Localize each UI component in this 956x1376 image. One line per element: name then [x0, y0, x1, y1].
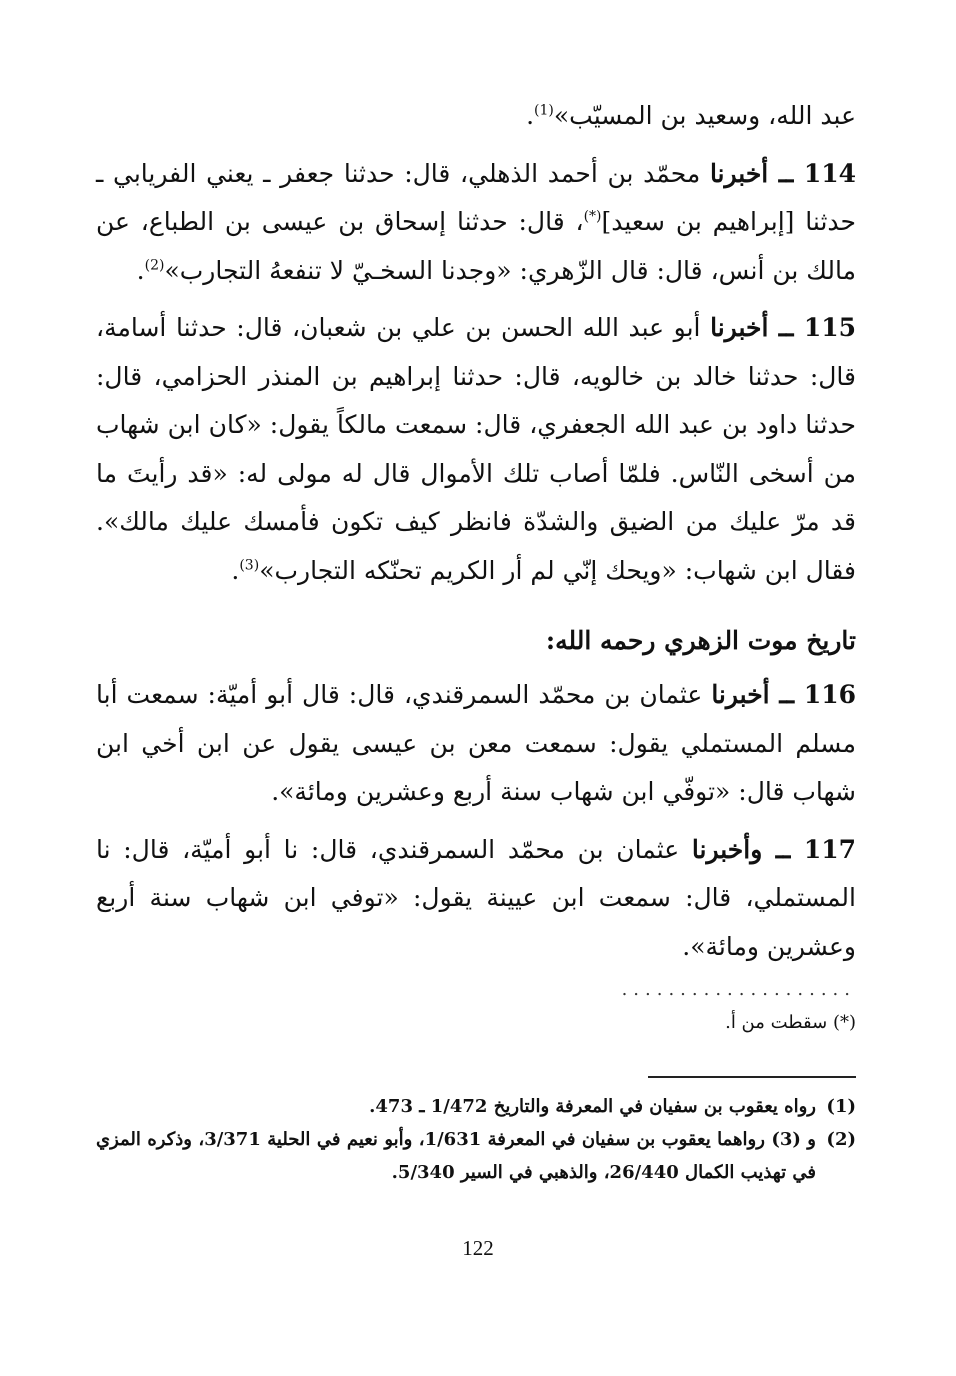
narration-dash: ــ: [762, 834, 804, 864]
section-heading: تاريخ موت الزهري رحمه الله:: [545, 626, 856, 655]
narration-114: [96, 150, 856, 296]
narration-text: عثمان بن محمّد السمرقندي، قال: نا أبو أميّة، قال: نا المستملي، قال: سمعت ابن عيينة يقول: «توفي ابن شهاب سنة أربع وعشرين ومائة».: [96, 834, 856, 961]
paragraph-tail: .: [526, 101, 535, 130]
footnote-ref[interactable]: (3): [239, 557, 260, 574]
star-note-ref[interactable]: (*): [583, 208, 602, 225]
narration-number: 116: [803, 680, 856, 709]
paragraph-tail: .: [231, 555, 240, 585]
narration-lead: أخبرنا: [711, 680, 770, 709]
footnote-text: و (3) رواهما يعقوب بن سفيان في المعرفة 1/631، وأبو نعيم في الحلية 3/371، وذكره المزي في تهذيب الكمال 26/440، والذهبي في السير 5/340.: [96, 1129, 816, 1183]
narration-dash: ــ: [768, 158, 804, 188]
narration-115: [96, 304, 856, 595]
narration-dash: ــ: [769, 680, 804, 709]
footnote-text: رواه يعقوب بن سفيان في المعرفة والتاريخ 1/472 ـ 473.: [369, 1096, 816, 1117]
narration-dash: ــ: [768, 313, 804, 342]
footnote-2: [96, 1123, 856, 1189]
paragraph-text: عبد الله، وسعيد بن المسيّب»: [553, 101, 856, 130]
narration-number: 115: [803, 313, 856, 342]
paragraph-tail: .: [136, 255, 145, 285]
footnote-ref[interactable]: (2): [144, 257, 165, 274]
narration-text-continued: ، قال: حدثنا إسحاق بن عيسى بن الطباع، عن مالك بن أنس، قال: قال الزّهري: «وجدنا السخـيّ لا تنفعهُ التجارب»: [96, 207, 856, 285]
footnote-number: (1): [826, 1096, 856, 1117]
narration-text: محمّد بن أحمد الذهلي، قال: حدثنا جعفر ـ يعني الفريابي ـ حدثنا [إبراهيم بن سعيد]: [96, 158, 856, 236]
dotted-separator: ....................: [621, 979, 856, 1000]
page-number: 122: [462, 1236, 494, 1260]
narration-number: 117: [803, 834, 856, 864]
footnote-ref[interactable]: (1): [534, 102, 554, 119]
star-note: (*) سقطت من أ.: [725, 1012, 856, 1033]
narration-117: [96, 826, 856, 972]
narration-text: عثمان بن محمّد السمرقندي، قال: قال أبو أميّة: سمعت أبا مسلم المستملي يقول: سمعت معن بن عيسى يقول عن ابن أخي ابن شهاب قال: «توفّي ابن شهاب سنة أربع وعشرين ومائة».: [96, 680, 856, 806]
footnote-rule: [648, 1076, 856, 1078]
narration-number: 114: [803, 158, 856, 188]
footnote-1: [96, 1090, 856, 1123]
narration-lead: أخبرنا: [710, 313, 769, 342]
paragraph-continuation: [96, 92, 856, 141]
narration-lead: وأخبرنا: [691, 834, 763, 864]
narration-text: أبو عبد الله الحسن بن علي بن شعبان، قال: حدثنا أسامة، قال: حدثنا خالد بن خالويه، قال: حدثنا إبراهيم بن المنذر الحزامي، قال: حدثنا داود بن عبد الله الجعفري، قال: سمعت مالكاً يقول: «كان ابن شهاب من أسخى النّاس. فلمّا أصاب تلك الأموال قال له مولى له: «قد رأيتَ ما قد مرّ عليك من الضيق والشدّة فانظر كيف تكون فأمسك عليك مالك». فقال ابن شهاب: «ويحك إنّي لم أر الكريم تحنّكه التجارب»: [96, 313, 856, 585]
narration-lead: أخبرنا: [709, 158, 769, 188]
footnote-number: (2): [826, 1129, 856, 1150]
narration-116: [96, 671, 856, 817]
page-body: [96, 92, 856, 1189]
